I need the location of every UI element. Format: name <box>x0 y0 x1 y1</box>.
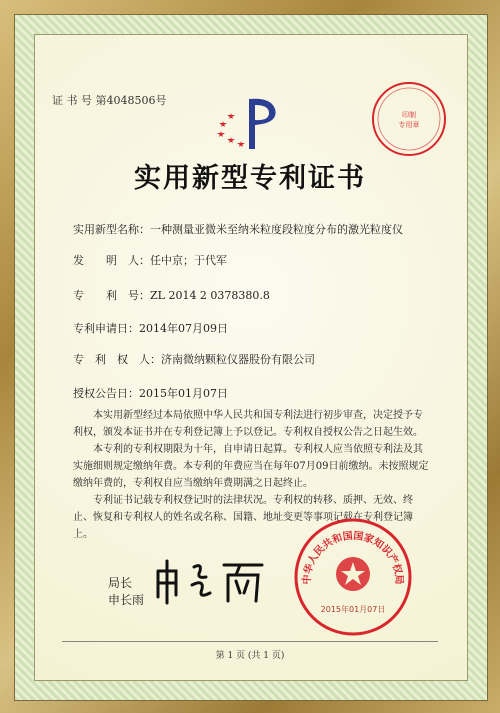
field-label: 专利申请日： <box>73 322 139 335</box>
certificate-title: 实用新型专利证书 <box>134 163 366 194</box>
field-value: ZL 2014 2 0378380.8 <box>150 289 270 302</box>
field-value: 2015年01月07日 <box>139 387 228 400</box>
field-label: 实用新型名称： <box>73 223 150 236</box>
signature-title: 局长 <box>108 576 133 590</box>
footer-divider <box>62 641 438 642</box>
field-value: 2014年07月09日 <box>139 322 228 335</box>
field-value: 一种测量亚微米至纳米粒度段粒度分布的激光粒度仪 <box>150 223 403 236</box>
field-grant-date <box>73 385 228 401</box>
certificate-number: 证 书 号 第4048506号 <box>52 94 167 107</box>
field-utility-model-name <box>73 221 403 237</box>
field-inventor <box>73 252 227 268</box>
field-value: 济南微纳颗粒仪器股份有限公司 <box>161 353 315 366</box>
field-label: 发 明 人： <box>73 254 150 267</box>
field-patentee <box>73 351 315 367</box>
field-label: 专 利 权 人： <box>73 353 161 366</box>
seal-date: 2015年01月07日 <box>320 605 386 614</box>
svg-text:印制: 印制 <box>402 111 416 119</box>
body-paragraph: 本实用新型经过本局依照中华人民共和国专利法进行初步审查，决定授予专利权，颁发本证书并在专利登记簿上予以登记。专利权自授权公告之日起生效。 <box>73 410 423 438</box>
field-filing-date <box>73 320 228 336</box>
sipo-logo-icon <box>213 93 287 153</box>
body-paragraph: 专利证书记载专利权登记时的法律状况。专利权的转移、质押、无效、终止、恢复和专利权人的姓名或名称、国籍、地址变更等事项记载在专利登记簿上。 <box>73 495 413 540</box>
handwritten-signature-icon <box>150 557 268 605</box>
field-label: 专 利 号： <box>73 289 150 302</box>
field-label: 授权公告日： <box>73 387 139 400</box>
print-stamp-icon <box>370 80 448 158</box>
svg-text:专用章: 专用章 <box>398 121 420 129</box>
official-seal-icon <box>292 516 414 638</box>
signature-name: 申长雨 <box>108 593 145 607</box>
field-value: 任中京；于代军 <box>150 254 227 267</box>
field-patent-number <box>73 287 270 303</box>
seal-text: 中华人民共和国国家知识产权局 <box>301 530 405 585</box>
page-indicator: 第 1 页 (共 1 页) <box>215 651 285 661</box>
body-paragraph: 本专利的专利权期限为十年，自申请日起算。专利权人应当依照专利法及其实施细则规定缴纳年费。本专利的年费应当在每年07月09日前缴纳。未按照规定缴纳年费的，专利权自应当缴纳年费期满之日起终止。 <box>73 444 429 489</box>
